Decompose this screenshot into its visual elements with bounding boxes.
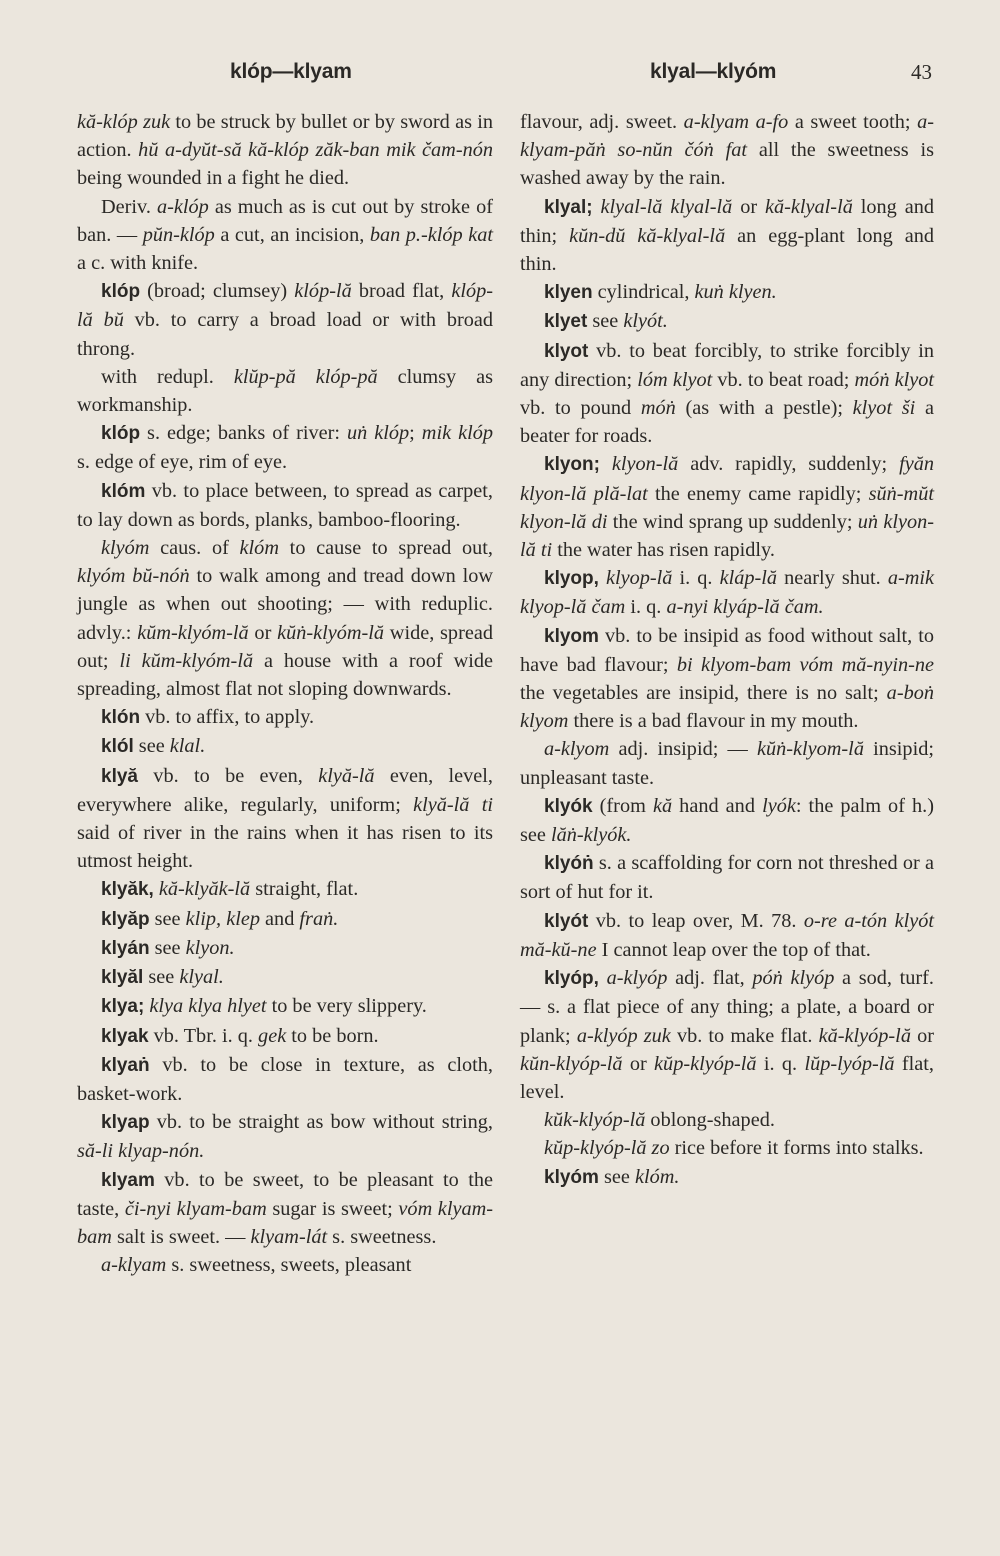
italic-term: pŭn-klóp [142,223,215,246]
entry-text: a sweet tooth; [788,111,918,133]
left-column [77,108,493,1279]
entry-text: a c. with knife. [77,252,199,275]
entry-text: (broad; clumsey) [140,280,295,303]
italic-term: klyóm [101,537,150,560]
entry-text: a house with a roof wide spreading, almost flat not sloping downwards. [77,649,493,701]
entry-text: adj. insipid; — [609,738,757,761]
entry-text: a beater for roads. [520,397,935,448]
entry-text: vb. to be close in texture, as cloth, basket-work. [77,1053,493,1105]
italic-term: a-klyam-păṅ so-nŭn čóṅ fat [520,111,934,162]
headword: klóp [101,423,141,445]
dictionary-entry [520,849,934,906]
italic-term: bi klyom-bam vóm mă-nyin-ne [676,653,934,676]
italic-term: uṅ klyon-lă ti [520,510,935,562]
italic-term: móṅ klyot [854,368,935,391]
italic-term: klóm. [634,1165,680,1188]
italic-term: klŭp-pă klóp-pă [233,365,378,388]
italic-term: klyóm bŭ-nóṅ [77,565,190,588]
entry-text: vb. Tbr. i. q. [148,1024,259,1047]
entry-text: being wounded in a fight he died. [77,167,350,190]
dictionary-entry [77,1051,493,1108]
italic-term: sŭṅ-mŭt klyon-lă di [520,482,934,533]
italic-term: fyăn klyon-lă plă-lat [520,453,934,505]
entry-text: said of river in the rains when it has risen to its utmost height. [77,822,493,873]
entry-text: s. sweetness. [327,1225,437,1248]
italic-term: klyal-lă klyal-lă [600,195,733,218]
italic-term: kuṅ klyen. [694,281,777,304]
dictionary-entry [520,622,934,736]
entry-text: vb. to be straight as bow without string, [149,1111,493,1134]
italic-term: mik klóp [421,422,493,445]
headword: klyam [101,1169,155,1191]
entry-text: to be very slippery. [266,995,427,1018]
entry-text: to be born. [286,1024,379,1047]
entry-text: to cause to spread out, [278,537,493,560]
dictionary-entry [77,277,493,363]
entry-text: see [149,936,186,959]
entry-text [600,453,612,475]
headword: klyăp [101,908,150,930]
dictionary-entry [520,108,934,193]
italic-term: klyot ši [852,397,916,420]
dictionary-entry [77,1022,493,1051]
dictionary-entry [520,735,934,791]
dictionary-entry [77,1108,493,1165]
running-head-right: klyal—klyóm [650,60,777,83]
dictionary-entry [77,732,493,761]
headword: klyot [544,340,589,362]
headword: klyăl [101,967,144,989]
dictionary-entry [520,450,934,564]
italic-term: kŭn-dŭ kă-klyal-lă [569,224,726,247]
italic-term: klyă-lă [318,764,375,787]
italic-term: klóm [239,537,279,560]
italic-term: kŭp-klyóp-lă zo [544,1137,670,1160]
headword: klóm [101,480,146,502]
entry-text: straight, flat. [250,878,359,901]
italic-term: li kŭm-klyóm-lă [119,649,254,672]
headword: klyak [101,1025,149,1047]
headword: klyót [544,910,589,932]
italic-term: lŭp-lyóp-lă [804,1052,895,1075]
entry-text: (from [592,794,653,817]
italic-term: să-li klyap-nón. [77,1140,205,1163]
italic-term: klyon. [185,936,235,959]
headword: klyók [544,795,593,817]
entry-text: see [149,907,186,930]
dictionary-entry [520,1134,934,1162]
dictionary-entry [520,792,934,849]
italic-term: klyót. [623,310,668,333]
italic-term: kŭn-klyóp-lă [520,1052,623,1075]
entry-text: an egg-plant long and thin. [520,224,934,276]
running-head-left: klóp—klyam [230,60,352,83]
headword: klyen [544,282,593,304]
italic-term: a-klyóp [606,967,668,990]
headword: klyóp, [544,968,599,990]
dictionary-entry [77,193,493,278]
entry-text: a sod, turf. — s. a flat piece of any thing; a plate, a board or plank; [520,967,934,1047]
headword: klyóṅ [544,853,594,875]
dictionary-entry [520,1163,934,1192]
entry-text: vb. to make flat. [670,1024,819,1047]
italic-term: kă-klóp zuk [77,111,171,133]
dictionary-entry [77,703,493,732]
entry-text: s. edge; banks of river: [140,422,347,445]
entry-text: s. edge of eye, rim of eye. [77,451,288,474]
italic-term: a-boṅ klyom [520,682,934,733]
entry-text: see [598,1165,635,1188]
entry-text: s. a scaffolding for corn not threshed or a sort of hut for it. [520,852,934,904]
headword: klól [101,736,134,758]
dictionary-entry [77,363,493,419]
entry-text: adv. rapidly, suddenly; [678,453,900,476]
dictionary-entry [77,534,493,703]
entry-text: vb. to carry a broad load or with broad throng. [77,309,493,360]
italic-term: lyók [762,794,796,817]
dictionary-entry [520,964,934,1106]
dictionary-entry [520,907,934,964]
italic-term: hŭ a-dyŭt-să kă-klóp zăk-ban mik čam-nón [138,139,493,162]
entry-text: caus. of [149,537,240,560]
page-number: 43 [911,60,932,84]
dictionary-entry [520,564,934,621]
dictionary-entry [77,963,493,992]
italic-term: klóp-lă bŭ [77,280,494,332]
italic-term: lăṅ-klyók. [550,824,632,847]
entry-text: sugar is sweet; [266,1197,399,1220]
entry-text: and [259,907,300,930]
entry-text: see [143,966,180,989]
italic-term: kă-klyal-lă [765,195,853,218]
dictionary-entry [520,278,934,307]
italic-term: a-mik klyop-lă čam [520,567,934,619]
entry-text: adj. flat, [667,967,753,990]
italic-term: klya klya hlyet [149,995,267,1018]
italic-term: ban p.-klóp kat [369,223,493,246]
italic-term: a-klyóp zuk [576,1024,671,1047]
italic-term: klip, klep [185,907,260,930]
italic-term: a-nyi klyáp-lă čam. [666,596,824,619]
entry-text: with redupl. [101,365,234,388]
italic-term: kŭṅ-klyóm-lă [277,621,385,644]
entry-text: see [133,735,170,758]
entry-text: the water has risen rapidly. [552,539,775,562]
dictionary-entry [77,419,493,476]
entry-text: nearly shut. [777,567,888,590]
entry-text: rice before it forms into stalks. [669,1137,924,1160]
entry-text [599,567,606,589]
headword: klyă [101,765,138,787]
dictionary-entry [520,1106,934,1134]
dictionary-entry [77,905,493,934]
entry-text: or [248,621,278,644]
italic-term: a-klyom [544,738,610,761]
entry-text: the vegetables are insipid, there is no salt; [520,682,887,705]
entry-text [593,196,601,218]
entry-text [599,967,607,989]
dictionary-entry [77,477,493,534]
italic-term: fraṅ. [299,907,339,930]
entry-text: salt is sweet. — [111,1225,251,1248]
headword: klón [101,707,141,729]
headword: klyop, [544,568,599,590]
entry-text: vb. to pound [520,397,641,420]
italic-term: gek [258,1024,287,1047]
headword: klya; [101,996,145,1018]
dictionary-entry [77,108,493,193]
entry-text: to walk among and tread down low jungle as when out shooting; — with reduplic. advly.: [77,565,493,644]
dictionary-entry [77,992,493,1021]
entry-text: i. q. [625,596,667,619]
italic-term: či-nyi klyam-bam [124,1197,267,1220]
italic-term: a-klyam a-fo [683,111,789,133]
italic-term: klóp-lă [294,280,352,303]
italic-term: lóm klyot [637,368,713,391]
entry-text: long and thin; [520,195,934,247]
italic-term: kŭp-klyóp-lă [654,1052,757,1075]
entry-text: a cut, an incision, [214,223,370,246]
dictionary-entry [77,762,493,876]
entry-text: cylindrical, [592,281,695,304]
entry-text: i. q. [756,1052,805,1075]
entry-text: vb. to place between, to spread as carpet, to lay down as bords, planks, bamboo-flooring. [77,479,493,531]
entry-text: see [587,310,624,333]
entry-text: i. q. [672,567,720,590]
headword: klyap [101,1112,150,1134]
italic-term: vóm klyam-bam [77,1197,493,1248]
italic-term: kă-klyăk-lă [158,878,251,901]
italic-term: kŭk-klyóp-lă [544,1109,646,1132]
italic-term: kŭm-klyóm-lă [137,621,249,644]
entry-text: the enemy came rapidly; [647,482,869,505]
entry-text: (as with a pestle); [675,397,853,420]
entry-text: or [732,195,765,218]
entry-text: insipid; unpleasant taste. [520,738,934,789]
headword: klyaṅ [101,1054,150,1076]
entry-text: or [622,1052,655,1075]
italic-term: póṅ klyóp [752,967,835,990]
entry-text: vb. to affix, to apply. [140,706,315,729]
entry-text: flavour, adj. sweet. [520,111,684,133]
italic-term: klyon-lă [611,453,679,476]
italic-term: kŭṅ-klyom-lă [756,738,864,761]
headword: klyăk, [101,879,154,901]
entry-text: hand and [672,794,763,817]
entry-text: all the sweetness is washed away by the rain. [520,139,934,190]
italic-term: kă-klyóp-lă [818,1024,911,1047]
headword: klyon; [544,454,600,476]
italic-term: klyal. [179,966,224,989]
entry-text: I cannot leap over the top of that. [596,938,871,961]
entry-text: vb. to beat forcibly, to strike forcibly in any direction; [520,339,934,391]
italic-term: klyă-lă ti [413,793,494,816]
dictionary-entry [520,307,934,336]
italic-term: o-re a-tón klyót mă-kŭ-ne [520,909,934,961]
entry-text: even, level, everywhere alike, regularly, uniform; [77,764,493,816]
entry-text: the wind sprang up suddenly; [607,510,858,533]
entry-text: s. sweetness, sweets, pleasant [166,1254,412,1277]
italic-term: móṅ [640,397,676,420]
italic-term: kláp-lă [719,567,778,590]
dictionary-entry [77,1251,493,1279]
entry-text: flat, level. [520,1052,934,1103]
headword: klóp [101,281,141,303]
dictionary-entry [520,337,934,451]
entry-text: oblong-shaped. [645,1109,775,1132]
italic-term: klyop-lă [605,567,673,590]
entry-text: vb. to be insipid as food without salt, to have bad flavour; [520,624,934,676]
italic-term: uṅ klóp [346,422,410,445]
italic-term: klal. [169,735,206,758]
headword: klyom [544,625,599,647]
entry-text: broad flat, [351,280,452,303]
entry-text: vb. to beat road; [712,368,855,391]
entry-text: wide, spread out; [77,621,493,672]
entry-text: ; [409,422,422,445]
dictionary-entry [77,1166,493,1252]
entry-text: vb. to be sweet, to be pleasant to the taste, [77,1168,493,1220]
entry-text: or [910,1024,934,1047]
dictionary-entry [520,193,934,279]
italic-term: a-klyam [101,1254,167,1277]
entry-text: to be struck by bullet or by sword as in action. [77,111,494,162]
entry-text: Deriv. [101,195,157,218]
dictionary-entry [77,875,493,904]
headword: klyán [101,937,150,959]
entry-text: clumsy as workmanship. [77,365,493,417]
headword: klyal; [544,196,593,218]
entry-text: there is a bad flavour in my mouth. [568,710,859,733]
headword: klyóm [544,1166,599,1188]
italic-term: a-klóp [156,195,209,218]
entry-text: : the palm of h.) see [520,794,934,847]
italic-term: kă [652,794,673,817]
entry-text: vb. to be even, [137,764,319,787]
right-column [520,108,934,1192]
entry-text: vb. to leap over, M. 78. [588,909,804,932]
dictionary-entry [77,934,493,963]
entry-text: as much as is cut out by stroke of ban. — [77,195,493,246]
italic-term: klyam-lát [250,1225,328,1248]
headword: klyet [544,311,588,333]
